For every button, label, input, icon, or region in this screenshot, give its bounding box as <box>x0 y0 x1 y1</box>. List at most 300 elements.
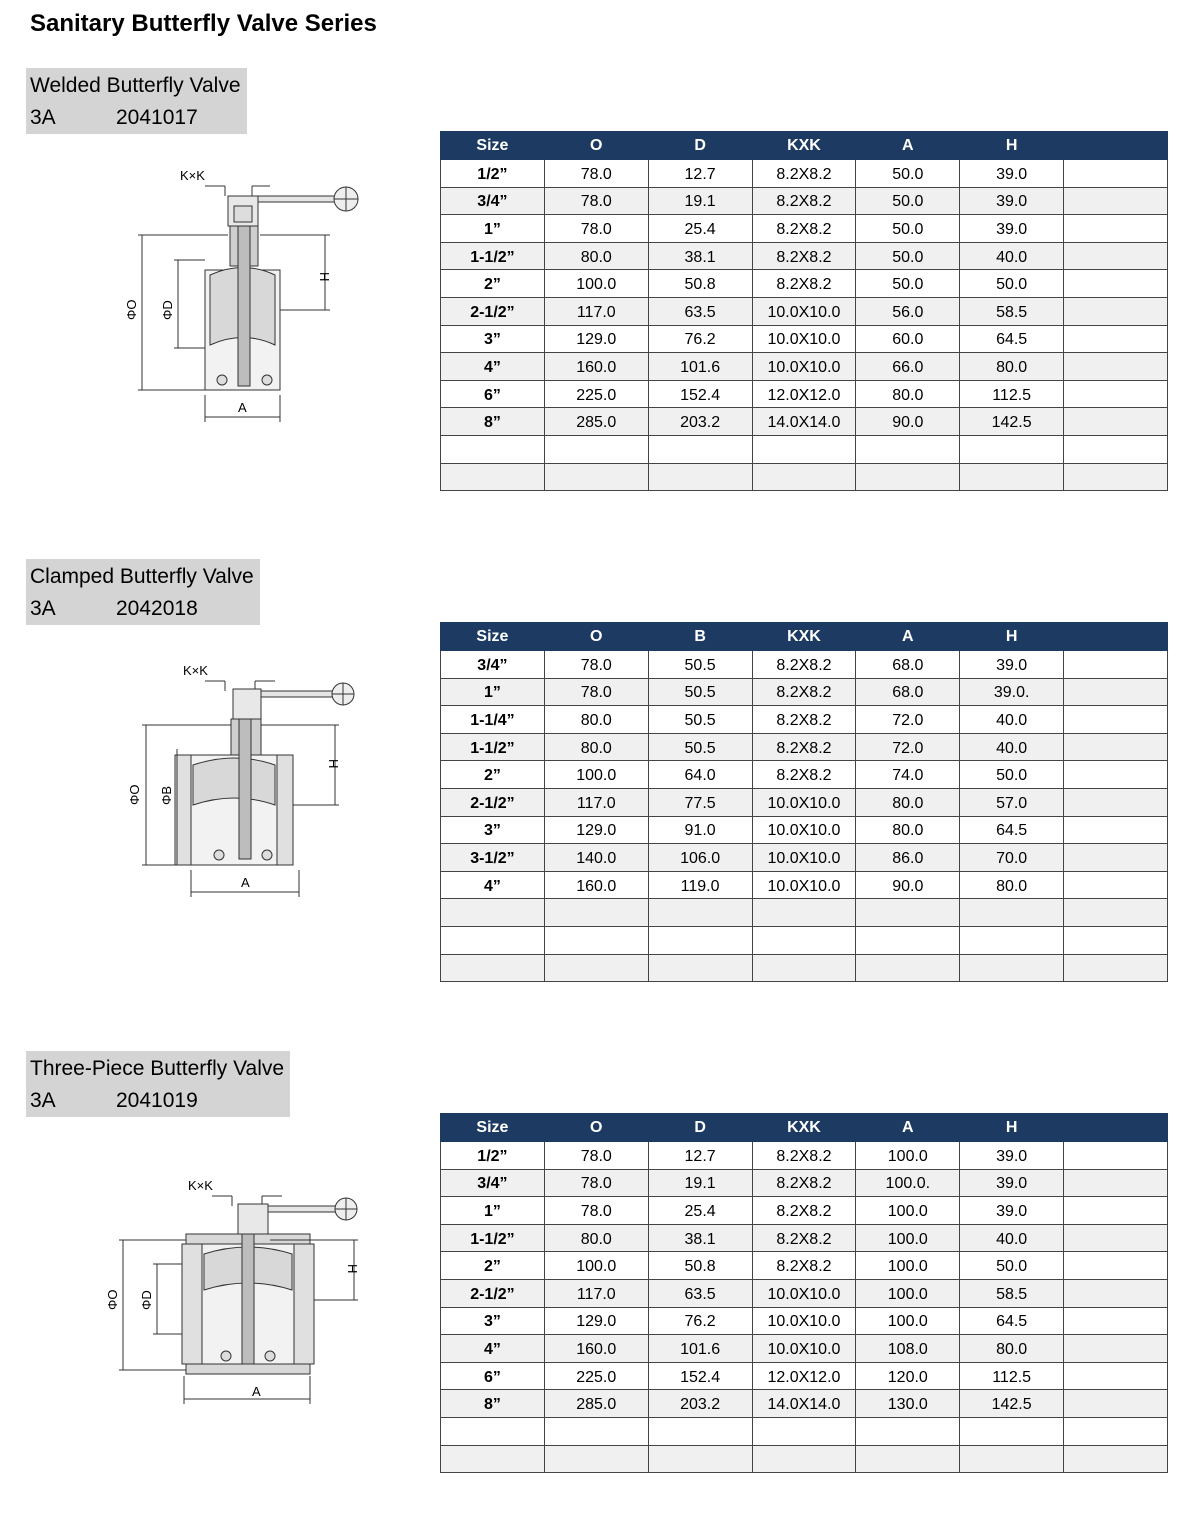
table-cell: 80.0 <box>960 871 1064 899</box>
table-cell: 130.0 <box>856 1390 960 1418</box>
table-cell: 50.8 <box>648 270 752 298</box>
table-row <box>441 1197 1168 1225</box>
size-cell: 8” <box>441 1390 545 1418</box>
table-cell <box>1064 1279 1168 1307</box>
table-cell <box>960 1445 1064 1473</box>
size-cell <box>441 1417 545 1445</box>
table-cell: 50.0 <box>856 242 960 270</box>
table-cell: 39.0 <box>960 1142 1064 1170</box>
table-cell: 57.0 <box>960 788 1064 816</box>
table-row <box>441 1307 1168 1335</box>
table-cell: 50.0 <box>960 761 1064 789</box>
table-cell: 160.0 <box>544 1335 648 1363</box>
column-header: Size <box>441 623 545 651</box>
table-cell <box>856 1445 960 1473</box>
inner-dia-label: ΦD <box>139 1290 154 1310</box>
table-cell: 8.2X8.2 <box>752 215 856 243</box>
table-cell: 8.2X8.2 <box>752 651 856 679</box>
table-cell: 40.0 <box>960 733 1064 761</box>
table-cell <box>960 1417 1064 1445</box>
table-cell: 25.4 <box>648 1197 752 1225</box>
column-header: KXK <box>752 1114 856 1142</box>
table-cell <box>1064 1335 1168 1363</box>
table-cell: 160.0 <box>544 353 648 381</box>
welded-valve-drawing <box>110 160 370 430</box>
table-cell: 19.1 <box>648 187 752 215</box>
table-row <box>441 325 1168 353</box>
table-cell <box>648 463 752 491</box>
table-cell: 140.0 <box>544 844 648 872</box>
size-cell <box>441 954 545 982</box>
table-cell: 225.0 <box>544 1362 648 1390</box>
outer-dia-label: ΦO <box>124 299 139 320</box>
table-row <box>441 706 1168 734</box>
size-cell: 1” <box>441 215 545 243</box>
table-cell: 152.4 <box>648 1362 752 1390</box>
table-cell <box>1064 899 1168 927</box>
table-cell <box>544 954 648 982</box>
table-cell <box>1064 435 1168 463</box>
table-cell <box>648 954 752 982</box>
table-cell: 64.5 <box>960 325 1064 353</box>
table-cell: 12.0X12.0 <box>752 1362 856 1390</box>
table-row <box>441 270 1168 298</box>
table-cell: 39.0 <box>960 187 1064 215</box>
column-header: B <box>648 623 752 651</box>
table-cell: 90.0 <box>856 871 960 899</box>
table-cell: 60.0 <box>856 325 960 353</box>
table-cell <box>856 954 960 982</box>
table-row <box>441 816 1168 844</box>
clamped-valve-drawing <box>115 655 375 905</box>
size-cell: 3/4” <box>441 187 545 215</box>
column-header: O <box>544 1114 648 1142</box>
table-cell: 117.0 <box>544 788 648 816</box>
table-cell: 117.0 <box>544 1279 648 1307</box>
table-cell: 160.0 <box>544 871 648 899</box>
table-cell <box>544 1445 648 1473</box>
height-label: H <box>345 1264 360 1274</box>
inner-dia-label: ΦB <box>159 785 174 805</box>
table-cell: 14.0X14.0 <box>752 1390 856 1418</box>
size-cell <box>441 1445 545 1473</box>
table-cell <box>648 1417 752 1445</box>
table-cell: 129.0 <box>544 816 648 844</box>
inner-dia-label: ΦD <box>160 300 175 320</box>
table-cell <box>856 1417 960 1445</box>
size-cell: 3” <box>441 1307 545 1335</box>
table-cell: 8.2X8.2 <box>752 160 856 188</box>
table-cell: 129.0 <box>544 325 648 353</box>
table-cell <box>1064 270 1168 298</box>
table-row <box>441 926 1168 954</box>
table-cell <box>752 926 856 954</box>
table-cell: 39.0 <box>960 160 1064 188</box>
table-row <box>441 1335 1168 1363</box>
size-cell: 4” <box>441 353 545 381</box>
table-cell: 50.5 <box>648 678 752 706</box>
table-cell: 100.0 <box>856 1307 960 1335</box>
column-header: Size <box>441 1114 545 1142</box>
column-header: KXK <box>752 132 856 160</box>
table-cell: 10.0X10.0 <box>752 844 856 872</box>
table-cell: 64.0 <box>648 761 752 789</box>
table-row <box>441 954 1168 982</box>
table-cell: 50.5 <box>648 706 752 734</box>
table-cell: 100.0 <box>856 1252 960 1280</box>
table-cell <box>856 899 960 927</box>
table-row <box>441 733 1168 761</box>
table-cell: 10.0X10.0 <box>752 297 856 325</box>
size-cell: 1-1/4” <box>441 706 545 734</box>
product-code: 2042018 <box>116 597 198 620</box>
welded-spec-table <box>440 131 1168 491</box>
table-row <box>441 242 1168 270</box>
table-cell: 50.0 <box>960 270 1064 298</box>
table-cell: 10.0X10.0 <box>752 1307 856 1335</box>
table-cell: 90.0 <box>856 408 960 436</box>
table-row <box>441 1417 1168 1445</box>
table-row <box>441 1362 1168 1390</box>
table-cell: 78.0 <box>544 1169 648 1197</box>
table-cell: 39.0 <box>960 651 1064 679</box>
table-cell: 66.0 <box>856 353 960 381</box>
table-cell <box>1064 1169 1168 1197</box>
table-cell: 40.0 <box>960 706 1064 734</box>
table-cell: 112.5 <box>960 1362 1064 1390</box>
size-cell: 1-1/2” <box>441 1224 545 1252</box>
size-cell: 8” <box>441 408 545 436</box>
table-cell: 12.7 <box>648 1142 752 1170</box>
table-row <box>441 678 1168 706</box>
size-cell: 6” <box>441 380 545 408</box>
table-cell: 58.5 <box>960 297 1064 325</box>
table-cell <box>1064 706 1168 734</box>
table-cell: 106.0 <box>648 844 752 872</box>
table-cell: 78.0 <box>544 215 648 243</box>
table-row <box>441 788 1168 816</box>
column-header <box>1064 132 1168 160</box>
table-cell <box>856 435 960 463</box>
column-header: H <box>960 623 1064 651</box>
size-cell <box>441 435 545 463</box>
table-row <box>441 297 1168 325</box>
table-cell: 78.0 <box>544 187 648 215</box>
column-header: H <box>960 132 1064 160</box>
table-cell: 91.0 <box>648 816 752 844</box>
table-cell: 120.0 <box>856 1362 960 1390</box>
table-cell: 100.0. <box>856 1169 960 1197</box>
table-cell: 10.0X10.0 <box>752 871 856 899</box>
table-cell <box>648 899 752 927</box>
table-cell: 142.5 <box>960 1390 1064 1418</box>
section-label-welded <box>26 68 247 134</box>
table-cell: 119.0 <box>648 871 752 899</box>
table-row <box>441 1390 1168 1418</box>
table-cell: 10.0X10.0 <box>752 325 856 353</box>
column-header: D <box>648 1114 752 1142</box>
table-row <box>441 761 1168 789</box>
table-cell: 64.5 <box>960 1307 1064 1335</box>
table-cell <box>648 926 752 954</box>
size-cell <box>441 899 545 927</box>
table-cell: 72.0 <box>856 733 960 761</box>
table-cell: 80.0 <box>544 706 648 734</box>
table-cell: 50.0 <box>856 215 960 243</box>
table-cell: 285.0 <box>544 408 648 436</box>
table-cell <box>752 1445 856 1473</box>
table-cell: 100.0 <box>856 1224 960 1252</box>
table-cell <box>648 1445 752 1473</box>
table-row <box>441 1279 1168 1307</box>
table-cell: 72.0 <box>856 706 960 734</box>
table-cell: 285.0 <box>544 1390 648 1418</box>
table-cell: 10.0X10.0 <box>752 816 856 844</box>
table-cell: 100.0 <box>544 1252 648 1280</box>
table-cell: 78.0 <box>544 1142 648 1170</box>
length-label: A <box>238 400 247 415</box>
table-cell: 78.0 <box>544 160 648 188</box>
section-label-three-piece <box>26 1051 290 1117</box>
table-cell: 8.2X8.2 <box>752 1252 856 1280</box>
table-cell: 8.2X8.2 <box>752 733 856 761</box>
standard-label: 3A <box>30 106 56 129</box>
table-cell <box>1064 678 1168 706</box>
table-cell <box>1064 1142 1168 1170</box>
table-cell <box>960 463 1064 491</box>
table-cell: 86.0 <box>856 844 960 872</box>
column-header <box>1064 623 1168 651</box>
table-cell <box>856 926 960 954</box>
table-cell <box>1064 325 1168 353</box>
size-cell: 3” <box>441 816 545 844</box>
table-cell: 50.0 <box>856 270 960 298</box>
table-cell: 39.0 <box>960 1197 1064 1225</box>
size-cell: 3-1/2” <box>441 844 545 872</box>
table-row <box>441 651 1168 679</box>
table-row <box>441 1252 1168 1280</box>
size-cell: 3/4” <box>441 651 545 679</box>
table-cell <box>1064 1307 1168 1335</box>
table-cell <box>1064 871 1168 899</box>
table-row <box>441 844 1168 872</box>
table-cell: 100.0 <box>544 761 648 789</box>
table-cell: 50.8 <box>648 1252 752 1280</box>
table-cell: 39.0 <box>960 215 1064 243</box>
table-cell: 203.2 <box>648 408 752 436</box>
table-cell: 8.2X8.2 <box>752 187 856 215</box>
size-cell: 1/2” <box>441 1142 545 1170</box>
three-piece-spec-table <box>440 1113 1168 1473</box>
height-label: H <box>326 759 341 769</box>
column-header: KXK <box>752 623 856 651</box>
product-code: 2041017 <box>116 106 198 129</box>
section-name: Welded Butterfly Valve <box>30 74 241 97</box>
table-cell: 40.0 <box>960 1224 1064 1252</box>
page-title: Sanitary Butterfly Valve Series <box>30 10 377 37</box>
table-cell: 14.0X14.0 <box>752 408 856 436</box>
kk-label: K×K <box>180 168 205 183</box>
table-row <box>441 353 1168 381</box>
table-cell <box>1064 1445 1168 1473</box>
size-cell <box>441 463 545 491</box>
table-cell: 78.0 <box>544 678 648 706</box>
table-cell: 8.2X8.2 <box>752 678 856 706</box>
table-cell: 50.5 <box>648 651 752 679</box>
table-cell: 112.5 <box>960 380 1064 408</box>
column-header: O <box>544 132 648 160</box>
table-cell: 8.2X8.2 <box>752 1142 856 1170</box>
table-cell: 78.0 <box>544 651 648 679</box>
table-cell: 10.0X10.0 <box>752 1335 856 1363</box>
table-cell: 101.6 <box>648 1335 752 1363</box>
table-cell: 19.1 <box>648 1169 752 1197</box>
table-row <box>441 215 1168 243</box>
table-cell <box>1064 1252 1168 1280</box>
table-cell: 100.0 <box>544 270 648 298</box>
table-cell <box>752 435 856 463</box>
size-cell <box>441 926 545 954</box>
table-cell: 80.0 <box>960 353 1064 381</box>
table-cell <box>1064 844 1168 872</box>
table-row <box>441 160 1168 188</box>
length-label: A <box>252 1384 261 1399</box>
table-cell: 12.7 <box>648 160 752 188</box>
table-cell: 58.5 <box>960 1279 1064 1307</box>
table-cell: 78.0 <box>544 1197 648 1225</box>
table-row <box>441 463 1168 491</box>
table-row <box>441 1169 1168 1197</box>
table-cell: 25.4 <box>648 215 752 243</box>
table-cell <box>1064 160 1168 188</box>
size-cell: 2-1/2” <box>441 1279 545 1307</box>
standard-label: 3A <box>30 1089 56 1112</box>
table-cell <box>856 463 960 491</box>
table-cell <box>752 899 856 927</box>
size-cell: 2” <box>441 270 545 298</box>
table-cell <box>1064 816 1168 844</box>
table-cell: 225.0 <box>544 380 648 408</box>
column-header: D <box>648 132 752 160</box>
table-cell <box>1064 1417 1168 1445</box>
table-cell: 100.0 <box>856 1197 960 1225</box>
table-cell: 63.5 <box>648 297 752 325</box>
table-cell: 10.0X10.0 <box>752 788 856 816</box>
table-cell: 50.0 <box>856 160 960 188</box>
table-cell: 8.2X8.2 <box>752 1197 856 1225</box>
table-cell: 80.0 <box>960 1335 1064 1363</box>
table-cell: 50.0 <box>856 187 960 215</box>
table-cell <box>1064 187 1168 215</box>
table-cell: 8.2X8.2 <box>752 242 856 270</box>
table-cell <box>1064 1224 1168 1252</box>
table-row <box>441 1445 1168 1473</box>
size-cell: 1” <box>441 1197 545 1225</box>
size-cell: 3” <box>441 325 545 353</box>
size-cell: 4” <box>441 871 545 899</box>
length-label: A <box>241 875 250 890</box>
column-header: A <box>856 623 960 651</box>
table-cell: 38.1 <box>648 1224 752 1252</box>
table-cell: 50.5 <box>648 733 752 761</box>
table-cell <box>1064 1197 1168 1225</box>
table-cell <box>960 899 1064 927</box>
table-cell: 80.0 <box>856 816 960 844</box>
column-header: A <box>856 132 960 160</box>
table-cell: 129.0 <box>544 1307 648 1335</box>
table-cell: 8.2X8.2 <box>752 761 856 789</box>
table-cell <box>648 435 752 463</box>
table-cell <box>752 954 856 982</box>
table-cell <box>1064 463 1168 491</box>
size-cell: 1/2” <box>441 160 545 188</box>
size-cell: 2” <box>441 1252 545 1280</box>
table-cell: 8.2X8.2 <box>752 706 856 734</box>
table-cell <box>960 926 1064 954</box>
table-cell <box>752 463 856 491</box>
table-cell: 68.0 <box>856 651 960 679</box>
table-cell: 8.2X8.2 <box>752 1224 856 1252</box>
clamped-spec-table <box>440 622 1168 982</box>
size-cell: 4” <box>441 1335 545 1363</box>
table-cell: 68.0 <box>856 678 960 706</box>
table-cell: 74.0 <box>856 761 960 789</box>
column-header: H <box>960 1114 1064 1142</box>
table-cell: 12.0X12.0 <box>752 380 856 408</box>
table-cell: 56.0 <box>856 297 960 325</box>
table-cell <box>1064 380 1168 408</box>
size-cell: 3/4” <box>441 1169 545 1197</box>
table-cell: 80.0 <box>544 242 648 270</box>
table-row <box>441 187 1168 215</box>
column-header <box>1064 1114 1168 1142</box>
table-cell <box>1064 242 1168 270</box>
table-cell <box>1064 215 1168 243</box>
table-cell: 64.5 <box>960 816 1064 844</box>
table-cell: 117.0 <box>544 297 648 325</box>
outer-dia-label: ΦO <box>127 784 142 805</box>
table-cell: 10.0X10.0 <box>752 353 856 381</box>
outer-dia-label: ΦO <box>105 1289 120 1310</box>
table-cell: 108.0 <box>856 1335 960 1363</box>
size-cell: 2” <box>441 761 545 789</box>
table-cell <box>1064 651 1168 679</box>
size-cell: 2-1/2” <box>441 297 545 325</box>
kk-label: K×K <box>188 1178 213 1193</box>
table-cell: 203.2 <box>648 1390 752 1418</box>
table-row <box>441 1142 1168 1170</box>
size-cell: 1-1/2” <box>441 242 545 270</box>
table-cell: 40.0 <box>960 242 1064 270</box>
table-cell <box>1064 353 1168 381</box>
size-cell: 1” <box>441 678 545 706</box>
table-cell <box>1064 733 1168 761</box>
table-cell: 70.0 <box>960 844 1064 872</box>
table-cell: 38.1 <box>648 242 752 270</box>
table-cell: 39.0. <box>960 678 1064 706</box>
table-cell <box>1064 761 1168 789</box>
size-cell: 1-1/2” <box>441 733 545 761</box>
table-cell: 101.6 <box>648 353 752 381</box>
table-cell <box>1064 297 1168 325</box>
standard-label: 3A <box>30 597 56 620</box>
table-cell: 152.4 <box>648 380 752 408</box>
kk-label: K×K <box>183 663 208 678</box>
table-cell: 80.0 <box>544 1224 648 1252</box>
table-row <box>441 1224 1168 1252</box>
table-cell: 100.0 <box>856 1142 960 1170</box>
table-cell <box>1064 788 1168 816</box>
